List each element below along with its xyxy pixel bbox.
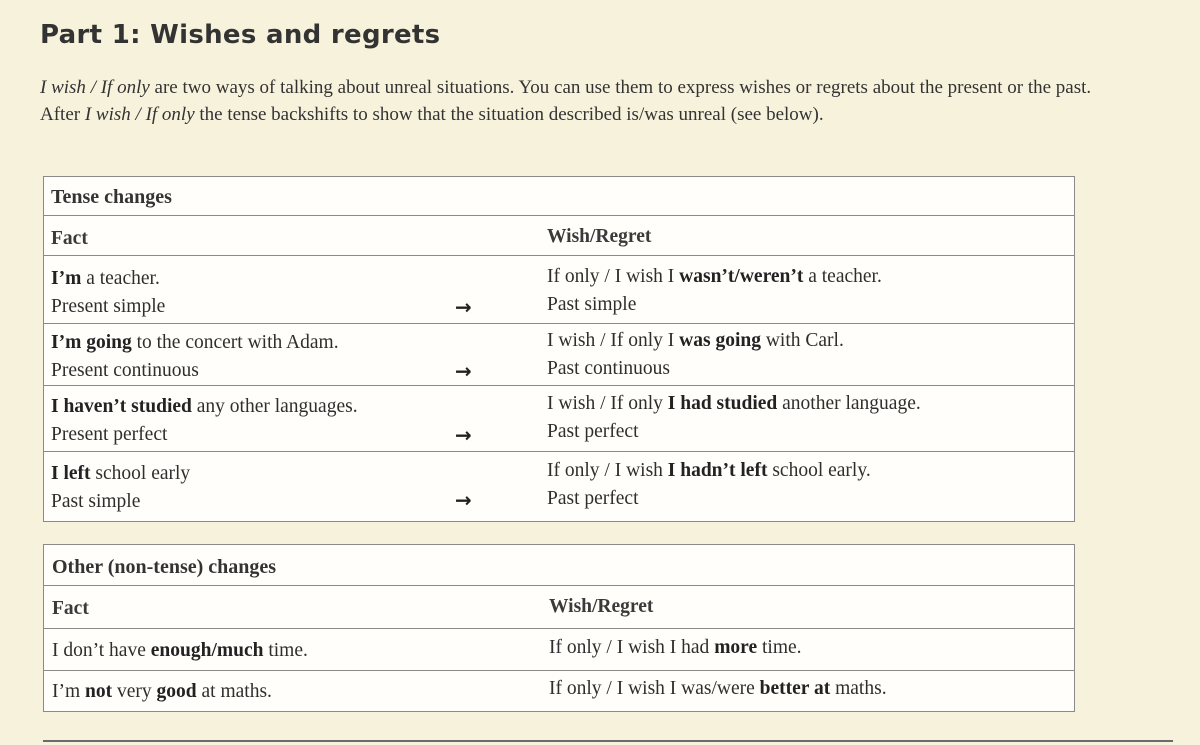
text-segment: to the concert with Adam. bbox=[131, 332, 339, 353]
text-segment: I wish / If only bbox=[547, 393, 668, 414]
intro-text-1: are two ways of talking about unreal situations. You can use them to express wishes or regrets about the present or the past. After bbox=[40, 77, 1092, 125]
text-segment: If only / I wish I had bbox=[549, 637, 715, 658]
intro-slash-2: / bbox=[130, 104, 146, 125]
divider bbox=[44, 670, 1074, 671]
page-title: Part 1: Wishes and regrets bbox=[40, 20, 441, 50]
bold-segment: I’m bbox=[51, 268, 82, 289]
arrow-icon: → bbox=[455, 359, 472, 383]
divider bbox=[44, 215, 1074, 216]
wish-sentence bbox=[547, 457, 871, 484]
wish-sentence bbox=[547, 327, 844, 354]
fact-sentence bbox=[51, 393, 358, 420]
divider bbox=[44, 385, 1074, 386]
bold-segment: better at bbox=[759, 678, 831, 699]
arrow-icon: → bbox=[455, 295, 472, 319]
fact-tense: Present continuous bbox=[51, 360, 199, 381]
text-segment: I wish / If only I bbox=[547, 330, 680, 351]
intro-i-wish-2: I wish bbox=[84, 104, 131, 125]
wish-tense: Past perfect bbox=[547, 488, 639, 509]
arrow-icon: → bbox=[455, 423, 472, 447]
wish-sentence bbox=[547, 390, 921, 417]
intro-if-only-2: If only bbox=[145, 104, 195, 125]
fact-sentence bbox=[51, 460, 190, 487]
fact-sentence bbox=[51, 329, 339, 356]
text-segment: If only / I wish I bbox=[547, 266, 680, 287]
text-segment: a teacher. bbox=[81, 268, 160, 289]
text-segment: any other languages. bbox=[191, 396, 358, 417]
fact-tense: Past simple bbox=[51, 491, 141, 512]
wish-sentence bbox=[549, 634, 802, 661]
intro-paragraph bbox=[40, 74, 1100, 128]
bold-segment: more bbox=[714, 637, 758, 658]
text-segment: If only / I wish bbox=[547, 460, 668, 481]
wish-sentence bbox=[549, 675, 887, 702]
text-segment: I don’t have bbox=[52, 640, 151, 661]
bold-segment: was going bbox=[679, 330, 761, 351]
text-segment: school early bbox=[90, 463, 191, 484]
fact-header: Fact bbox=[52, 598, 89, 619]
other-changes-table bbox=[43, 544, 1075, 712]
wish-header: Wish/Regret bbox=[549, 596, 654, 617]
text-segment: very bbox=[112, 681, 157, 702]
bottom-rule bbox=[43, 740, 1173, 742]
text-segment: If only / I wish I was/were bbox=[549, 678, 760, 699]
text-segment: time. bbox=[757, 637, 802, 658]
fact-sentence bbox=[52, 678, 272, 705]
intro-i-wish: I wish bbox=[40, 77, 86, 98]
divider bbox=[44, 628, 1074, 629]
divider bbox=[44, 451, 1074, 452]
text-segment: another language. bbox=[777, 393, 921, 414]
tense-changes-table bbox=[43, 176, 1075, 522]
table-title: Tense changes bbox=[51, 186, 172, 208]
text-segment: at maths. bbox=[196, 681, 272, 702]
wish-tense: Past perfect bbox=[547, 421, 639, 442]
wish-tense: Past continuous bbox=[547, 358, 670, 379]
bold-segment: I left bbox=[51, 463, 91, 484]
fact-tense: Present simple bbox=[51, 296, 166, 317]
intro-text-2: the tense backshifts to show that the situation described is/was unreal (see below). bbox=[194, 104, 824, 125]
text-segment: time. bbox=[263, 640, 308, 661]
table-title: Other (non-tense) changes bbox=[52, 556, 277, 578]
bold-segment: I’m going bbox=[51, 332, 132, 353]
fact-header: Fact bbox=[51, 228, 88, 249]
arrow-icon: → bbox=[455, 488, 472, 512]
wish-header: Wish/Regret bbox=[547, 226, 652, 247]
bold-segment: I haven’t studied bbox=[51, 396, 192, 417]
fact-sentence bbox=[52, 637, 308, 664]
wish-sentence bbox=[547, 263, 882, 290]
text-segment: with Carl. bbox=[760, 330, 844, 351]
divider bbox=[44, 323, 1074, 324]
intro-if-only: If only bbox=[100, 77, 150, 98]
bold-segment: I hadn’t left bbox=[667, 460, 768, 481]
bold-segment: enough/much bbox=[150, 640, 264, 661]
text-segment: I’m bbox=[52, 681, 86, 702]
intro-slash: / bbox=[85, 77, 101, 98]
divider bbox=[44, 255, 1074, 256]
text-segment: school early. bbox=[767, 460, 871, 481]
bold-segment: good bbox=[156, 681, 197, 702]
text-segment: a teacher. bbox=[803, 266, 882, 287]
bold-segment: not bbox=[85, 681, 113, 702]
wish-tense: Past simple bbox=[547, 294, 637, 315]
bold-segment: wasn’t/weren’t bbox=[679, 266, 804, 287]
text-segment: maths. bbox=[830, 678, 887, 699]
fact-sentence bbox=[51, 265, 160, 292]
divider bbox=[44, 585, 1074, 586]
bold-segment: I had studied bbox=[667, 393, 778, 414]
fact-tense: Present perfect bbox=[51, 424, 168, 445]
